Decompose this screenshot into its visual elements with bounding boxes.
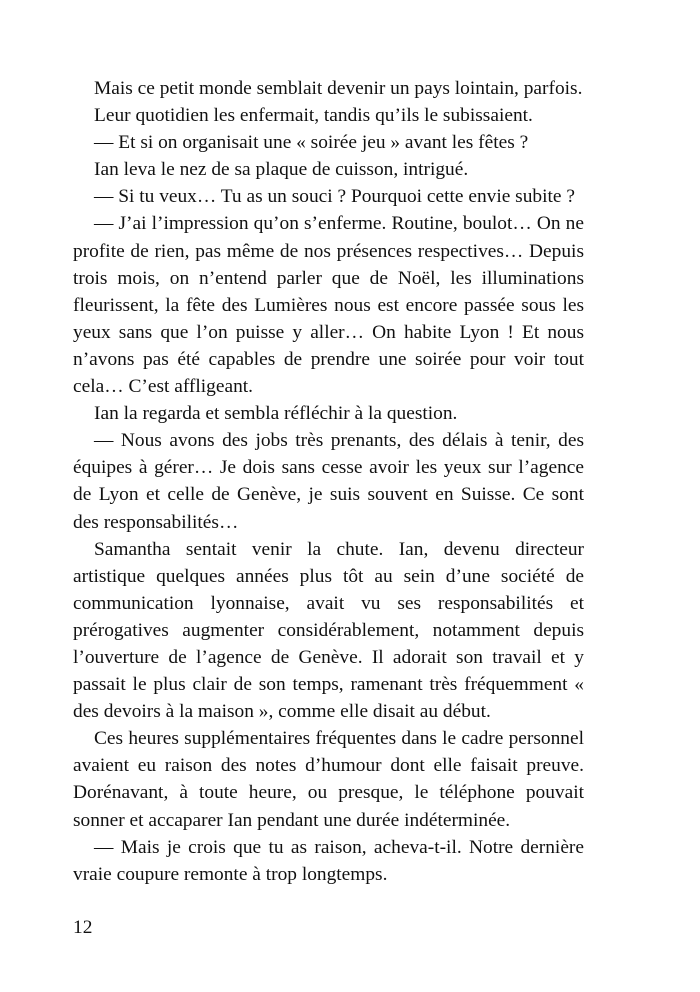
dialogue-line: — J’ai l’impression qu’on s’enferme. Routine, boulot… On ne profite de rien, pas même de nos présences respectives… Depuis trois mois, on n’entend parler que de Noël, les illuminations fleurissent, la fête des Lumières nous est encore passée sous les yeux sans que l’on puisse y aller… On habite Lyon ! Et nous n’avons pas été capables de prendre une soirée pour voir tout cela… C’est affligeant. [73, 213, 584, 398]
dialogue-line: — Et si on organisait une « soirée jeu » avant les fêtes ? [94, 132, 529, 154]
paragraph: Ces heures supplémentaires fréquentes dans le cadre personnel avaient eu raison des notes d’humour dont elle faisait preuve. Dorénavant, à toute heure, ou presque, le téléphone pouvait sonner et accaparer Ian pendant une durée indéterminée. [73, 728, 584, 831]
page-number: 12 [73, 917, 93, 938]
paragraph: Ian leva le nez de sa plaque de cuisson, intrigué. [94, 159, 469, 181]
paragraph: Mais ce petit monde semblait devenir un pays lointain, parfois. [94, 78, 583, 99]
paragraph: Ian la regarda et sembla réfléchir à la question. [94, 403, 458, 425]
dialogue-line: — Si tu veux… Tu as un souci ? Pourquoi cette envie subite ? [94, 186, 575, 208]
body-text [73, 75, 584, 888]
paragraph: Samantha sentait venir la chute. Ian, devenu directeur artistique quelques années plus tôt au sein d’une société de communication lyonnaise, avait vu ses responsabilités et prérogatives augmenter considérablement, notamment depuis l’ouverture de l’agence de Genève. Il adorait son travail et y passait le plus clair de son temps, ramenant très fréquemment « des devoirs à la maison », comme elle disait au début. [73, 538, 584, 723]
dialogue-line: — Mais je crois que tu as raison, acheva-t-il. Notre dernière vraie coupure remonte à trop longtemps. [73, 836, 584, 885]
dialogue-line: — Nous avons des jobs très prenants, des délais à tenir, des équipes à gérer… Je dois sans cesse avoir les yeux sur l’agence de Lyon et celle de Genève, je suis souvent en Suisse. Ce sont des responsabilités… [73, 430, 584, 533]
paragraph: Leur quotidien les enfermait, tandis qu’ils le subissaient. [94, 105, 533, 127]
